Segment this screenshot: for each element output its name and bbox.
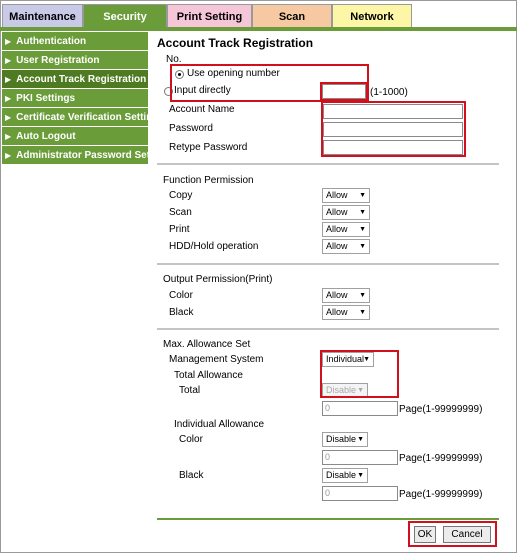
sidebar-item-certificate-verification[interactable]: [2, 108, 164, 127]
cancel-button[interactable]: Cancel: [443, 526, 491, 543]
chevron-down-icon: ▼: [357, 387, 364, 394]
black-label: Black: [169, 307, 194, 318]
color-label: Color: [169, 290, 193, 301]
chevron-down-icon: ▼: [359, 243, 366, 250]
individual-black-select[interactable]: [322, 468, 368, 483]
select-value: Allow: [326, 307, 348, 317]
hdd-label: HDD/Hold operation: [169, 241, 259, 252]
print-permission-select[interactable]: [322, 222, 370, 237]
chevron-down-icon: ▼: [363, 356, 370, 363]
page-title: Account Track Registration: [157, 36, 314, 50]
sidebar-item-label: Certificate Verification Settings: [16, 112, 164, 123]
section-divider: [157, 163, 499, 165]
input-directly-label: Input directly: [174, 85, 231, 96]
triangle-right-icon: ▶: [5, 37, 12, 46]
select-value: Allow: [326, 241, 348, 251]
chevron-down-icon: ▼: [357, 436, 364, 443]
individual-color-input[interactable]: 0: [322, 450, 398, 465]
sidebar-item-label: PKI Settings: [16, 93, 76, 104]
no-label: No.: [166, 54, 182, 65]
individual-color-select[interactable]: [322, 432, 368, 447]
sidebar-item-user-registration[interactable]: [2, 51, 148, 70]
sidebar-item-admin-password[interactable]: [2, 146, 169, 165]
select-value: Disable: [326, 434, 357, 444]
max-allowance-label: Max. Allowance Set: [163, 339, 251, 350]
highlight-number-input: [320, 82, 368, 101]
print-label: Print: [169, 224, 190, 235]
sidebar-item-authentication[interactable]: [2, 32, 148, 51]
select-value: Allow: [326, 207, 348, 217]
triangle-right-icon: ▶: [5, 113, 12, 122]
output-permission-label: Output Permission(Print): [163, 274, 273, 285]
color-page-range-label: Page(1-99999999): [399, 453, 483, 464]
total-allowance-input[interactable]: 0: [322, 401, 398, 416]
sidebar-item-label: Account Track Registration: [16, 74, 147, 85]
section-divider: [157, 328, 499, 330]
highlight-action-buttons: [408, 521, 497, 547]
copy-permission-select[interactable]: [322, 188, 370, 203]
total-label: Total: [179, 385, 201, 396]
sidebar-item-label: User Registration: [16, 55, 100, 66]
select-value: Allow: [326, 224, 348, 234]
sidebar-item-auto-logout[interactable]: [2, 127, 148, 146]
select-value: Disable: [326, 470, 357, 480]
ok-button[interactable]: OK: [414, 526, 436, 543]
sidebar-item-label: Auto Logout: [16, 131, 76, 142]
select-value: Individual: [326, 354, 365, 364]
use-opening-number-label: Use opening number: [187, 68, 280, 79]
tab-print-setting[interactable]: Print Setting: [167, 4, 252, 28]
individual-black-label: Black: [179, 470, 204, 481]
section-divider: [157, 263, 499, 265]
chevron-down-icon: ▼: [357, 472, 364, 479]
chevron-down-icon: ▼: [359, 292, 366, 299]
chevron-down-icon: ▼: [359, 209, 366, 216]
management-system-label: Management System: [169, 354, 264, 365]
chevron-down-icon: ▼: [359, 226, 366, 233]
triangle-right-icon: ▶: [5, 132, 12, 141]
number-range-label: (1-1000): [370, 87, 408, 98]
black-output-select[interactable]: [322, 305, 370, 320]
account-name-label: Account Name: [169, 104, 235, 115]
sidebar-item-pki-settings[interactable]: [2, 89, 148, 108]
triangle-right-icon: ▶: [5, 94, 12, 103]
copy-label: Copy: [169, 190, 193, 201]
triangle-right-icon: ▶: [5, 151, 12, 160]
color-output-select[interactable]: [322, 288, 370, 303]
password-label: Password: [169, 123, 213, 134]
total-allowance-label: Total Allowance: [174, 370, 243, 381]
sidebar-item-account-track-registration[interactable]: [2, 70, 148, 89]
black-page-range-label: Page(1-99999999): [399, 489, 483, 500]
scan-label: Scan: [169, 207, 192, 218]
scan-permission-select[interactable]: [322, 205, 370, 220]
select-value: Allow: [326, 190, 348, 200]
select-value: Allow: [326, 290, 348, 300]
individual-color-label: Color: [179, 434, 203, 445]
top-tab-bar: [2, 4, 412, 28]
sidebar: [2, 31, 169, 165]
triangle-right-icon: ▶: [5, 56, 12, 65]
highlight-account-fields: [321, 101, 466, 157]
hdd-permission-select[interactable]: [322, 239, 370, 254]
sidebar-item-label: Authentication: [16, 36, 87, 47]
tab-network[interactable]: Network: [332, 4, 412, 28]
triangle-right-icon: ▶: [5, 75, 12, 84]
tab-scan[interactable]: Scan: [252, 4, 332, 28]
individual-allowance-label: Individual Allowance: [174, 419, 265, 430]
bottom-divider: [157, 518, 499, 520]
retype-password-label: Retype Password: [169, 142, 248, 153]
tab-maintenance[interactable]: Maintenance: [2, 4, 83, 28]
total-page-range-label: Page(1-99999999): [399, 404, 483, 415]
individual-black-input[interactable]: 0: [322, 486, 398, 501]
highlight-management-system: [320, 350, 399, 398]
tab-security[interactable]: Security: [83, 4, 167, 29]
function-permission-label: Function Permission: [163, 175, 254, 186]
sidebar-item-label: Administrator Password Setting: [16, 150, 169, 161]
chevron-down-icon: ▼: [359, 309, 366, 316]
select-value: Disable: [326, 385, 357, 395]
chevron-down-icon: ▼: [359, 192, 366, 199]
